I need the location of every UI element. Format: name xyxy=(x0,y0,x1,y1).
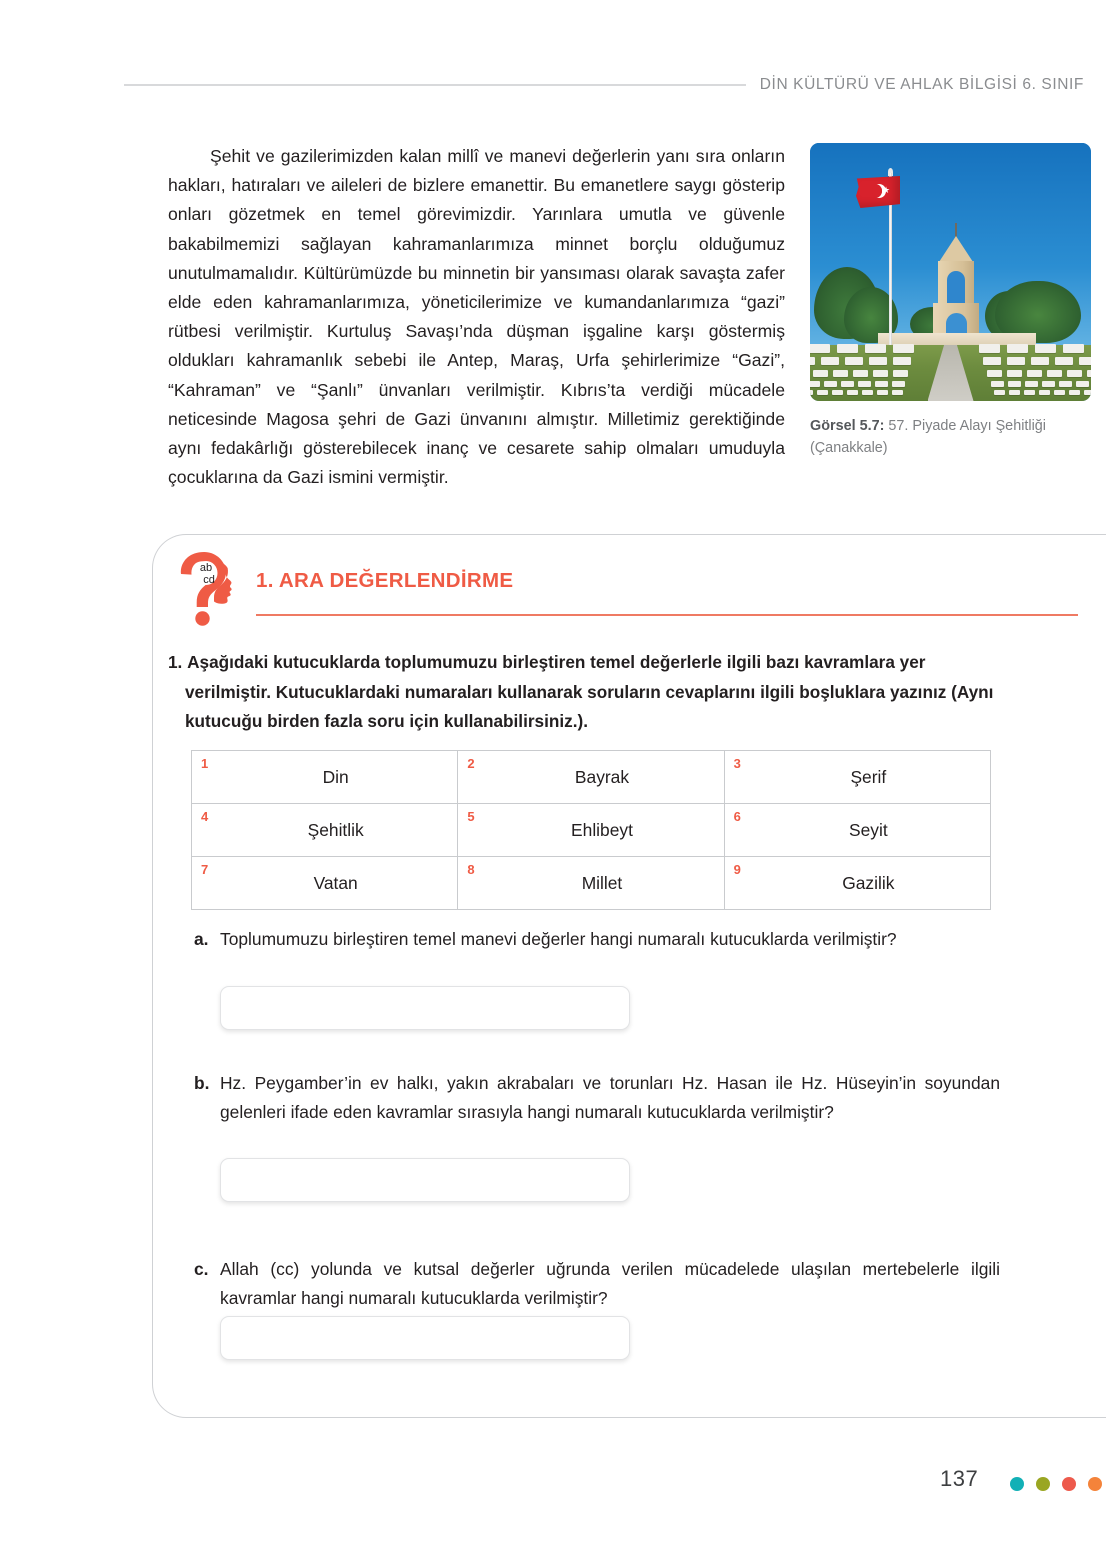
gravestone xyxy=(1039,390,1050,395)
gravestone xyxy=(1042,381,1055,387)
concept-cell-number: 3 xyxy=(733,756,741,771)
gravestone xyxy=(877,390,888,395)
instruction-block xyxy=(168,648,1011,737)
gravestone xyxy=(1035,344,1056,353)
gravestone xyxy=(893,344,914,353)
gravestone xyxy=(1063,344,1084,353)
concept-cell xyxy=(192,857,458,910)
gravestone xyxy=(1007,344,1028,353)
gravestone xyxy=(873,370,888,377)
concept-cell-number: 7 xyxy=(201,862,209,877)
gravestone xyxy=(1007,370,1022,377)
gravestone xyxy=(869,357,887,365)
paragraph-text: Şehit ve gazilerimizden kalan millî ve manevi değerlerin yanı sıra onların hakları, hatıraları ve aileleri de bizlere emanettir. Bu emanetlere saygı gösterip onları gözetmek en temel görevimizdir. Yarınlara umutla ve güvenle bakabilmemizi sağlayan kahramanlarımıza minnet borçlu olduğumuz unutulmamalıdır. Kültürümüzde bu minnetin bir yansıması olarak savaşta zafer elde eden kahramanlarımıza, yöneticilerimize ve kumandanlarımıza “gazi” rütbesi verilmiştir. Kurtuluş Savaşı’nda düşman işgaline karşı göstermiş oldukları kahramanlık sebebi ile Antep, Maraş, Urfa şehirlerimize “Gazi”, “Kahraman” ve “Şanlı” ünvanları verilmiştir. Kıbrıs’ta verdiği mücadele neticesinde Magosa şehri de Gazi ünvanını almıştır. Milletimiz gerektiğinde aynı fedakârlığı gösterebilecek inanç ve cesarete sahip olmaları umuduyla çocuklarına da Gazi ismini vermiştir. xyxy=(168,146,785,488)
gravestone xyxy=(1069,390,1080,395)
gravestone xyxy=(837,344,858,353)
figure-caption-label: Görsel 5.7: xyxy=(810,418,885,434)
figure-block xyxy=(810,143,1091,459)
table-row xyxy=(192,751,991,804)
gravestone xyxy=(991,381,1004,387)
gravestone xyxy=(833,370,848,377)
gravestone xyxy=(841,381,854,387)
gravestone xyxy=(853,370,868,377)
gravestone xyxy=(824,381,837,387)
question-a-text: Toplumumuzu birleştiren temel manevi değerler hangi numaralı kutucuklarda verilmiştir? xyxy=(220,929,897,949)
concept-cell xyxy=(458,857,724,910)
gravestone xyxy=(810,381,820,387)
activity-title-rule xyxy=(256,614,1078,616)
gravestone xyxy=(987,370,1002,377)
concept-cell-label: Bayrak xyxy=(574,766,630,787)
answer-box-a[interactable] xyxy=(220,986,630,1030)
concept-cell-number: 5 xyxy=(467,809,475,824)
gravestone xyxy=(1055,357,1073,365)
memorial-photo xyxy=(810,143,1091,401)
gravestone xyxy=(821,357,839,365)
gravestone xyxy=(1009,390,1020,395)
gravestone xyxy=(1067,370,1082,377)
instruction-line xyxy=(168,648,1011,737)
monument-roof xyxy=(939,236,973,262)
question-a-label: a. xyxy=(194,929,209,949)
gravestone xyxy=(983,357,1001,365)
concept-cell xyxy=(724,751,990,804)
gravestone xyxy=(817,390,828,395)
question-b-label: b. xyxy=(194,1073,210,1093)
answer-box-b[interactable] xyxy=(220,1158,630,1202)
instruction-number: 1. xyxy=(168,652,183,672)
concept-cell-label: Millet xyxy=(581,872,623,893)
concept-cell xyxy=(192,804,458,857)
gravestone xyxy=(810,357,815,365)
page-number: 137 xyxy=(940,1466,979,1491)
gravestone xyxy=(1084,390,1092,395)
gravestone xyxy=(1027,370,1042,377)
instruction-text: Aşağıdaki kutucuklarda toplumumuzu birleştiren temel değerlerle ilgili bazı kavramlara yer verilmiştir. Kutucuklardaki numaraları kullanarak soruların cevaplarını ilgili boşluklara yazınız (Aynı kutucuğu birden fazla soru için kullanabilirsiniz.). xyxy=(185,652,994,731)
concept-cell-number: 1 xyxy=(201,756,209,771)
gravestone xyxy=(1024,390,1035,395)
table-row xyxy=(192,857,991,910)
question-b xyxy=(194,1069,1000,1127)
gravestone xyxy=(892,390,903,395)
gravestone xyxy=(858,381,871,387)
concept-cell xyxy=(724,857,990,910)
concept-cell-label: Şerif xyxy=(850,766,887,787)
table-row xyxy=(192,804,991,857)
gravestone xyxy=(893,357,911,365)
body-paragraph xyxy=(168,142,785,492)
gravestone xyxy=(1025,381,1038,387)
flag-crescent-icon xyxy=(868,184,882,198)
concept-cell-label: Vatan xyxy=(313,872,358,893)
gravestone xyxy=(1054,390,1065,395)
gravestone xyxy=(810,390,813,395)
question-b-text: Hz. Peygamber’in ev halkı, yakın akrabaları ve torunları Hz. Hasan ile Hz. Hüseyin’in soyundan gelenleri ifade eden kavramlar sırasıyla hangi numaralı kutucuklarda verilmiştir? xyxy=(220,1073,1000,1122)
gravestone xyxy=(979,344,1000,353)
question-a xyxy=(194,925,1000,954)
concept-cell-number: 6 xyxy=(733,809,741,824)
footer-dot-4 xyxy=(1088,1477,1102,1491)
question-c xyxy=(194,1255,1000,1313)
icon-letters-top: ab xyxy=(199,562,213,574)
gravestone xyxy=(1007,357,1025,365)
footer-dots xyxy=(1010,1477,1106,1491)
concept-cell xyxy=(458,751,724,804)
answer-box-c[interactable] xyxy=(220,1316,630,1360)
figure-caption xyxy=(810,415,1055,459)
footer-dot-3 xyxy=(1062,1477,1076,1491)
gravestone xyxy=(994,390,1005,395)
monument-tier-top xyxy=(938,261,974,303)
gravestone xyxy=(1079,357,1091,365)
concept-cell xyxy=(724,804,990,857)
gravestone xyxy=(1008,381,1021,387)
gravestone xyxy=(1031,357,1049,365)
concept-cell-label: Gazilik xyxy=(842,872,895,893)
footer-dot-2 xyxy=(1036,1477,1050,1491)
concept-cell-label: Şehitlik xyxy=(307,819,364,840)
page-header xyxy=(0,68,1106,102)
monument-arch-top xyxy=(947,271,965,303)
gravestone xyxy=(847,390,858,395)
concept-cell-label: Seyit xyxy=(848,819,888,840)
gravestone xyxy=(832,390,843,395)
gravestone xyxy=(875,381,888,387)
concept-cell-label: Din xyxy=(322,766,349,787)
icon-letters-bottom: cd xyxy=(203,574,215,586)
question-c-label: c. xyxy=(194,1259,209,1279)
concept-cell-number: 9 xyxy=(733,862,741,877)
question-head-icon xyxy=(178,551,236,635)
gravestone xyxy=(862,390,873,395)
gravestone xyxy=(893,370,908,377)
footer-dot-1 xyxy=(1010,1477,1024,1491)
gravestone xyxy=(845,357,863,365)
header-rule xyxy=(124,84,746,86)
concept-cell xyxy=(458,804,724,857)
gravestone xyxy=(1047,370,1062,377)
header-title: DİN KÜLTÜRÜ VE AHLAK BİLGİSİ 6. SINIF xyxy=(759,76,1084,93)
gravestone-field xyxy=(810,345,1091,401)
activity-header xyxy=(178,549,1058,633)
gravestone xyxy=(892,381,905,387)
gravestone xyxy=(1087,370,1091,377)
concept-table xyxy=(191,750,991,910)
gravestone xyxy=(1059,381,1072,387)
gravestone xyxy=(813,370,828,377)
concept-cell xyxy=(192,751,458,804)
question-c-text: Allah (cc) yolunda ve kutsal değerler uğrunda verilen mücadelede ulaşılan mertebelerle ilgili kavramlar hangi numaralı kutucuklarda verilmiştir? xyxy=(220,1259,1000,1308)
concept-cell-label: Ehlibeyt xyxy=(571,819,633,840)
figure-caption-text: 57. Piyade Alayı Şehitliği (Çanakkale) xyxy=(810,418,1046,456)
concept-cell-number: 2 xyxy=(467,756,475,771)
activity-title: 1. ARA DEĞERLENDİRME xyxy=(256,569,514,592)
gravestone xyxy=(810,344,830,353)
gravestone xyxy=(865,344,886,353)
gravestone xyxy=(1076,381,1089,387)
concept-cell-number: 8 xyxy=(467,862,475,877)
concept-cell-number: 4 xyxy=(201,809,209,824)
